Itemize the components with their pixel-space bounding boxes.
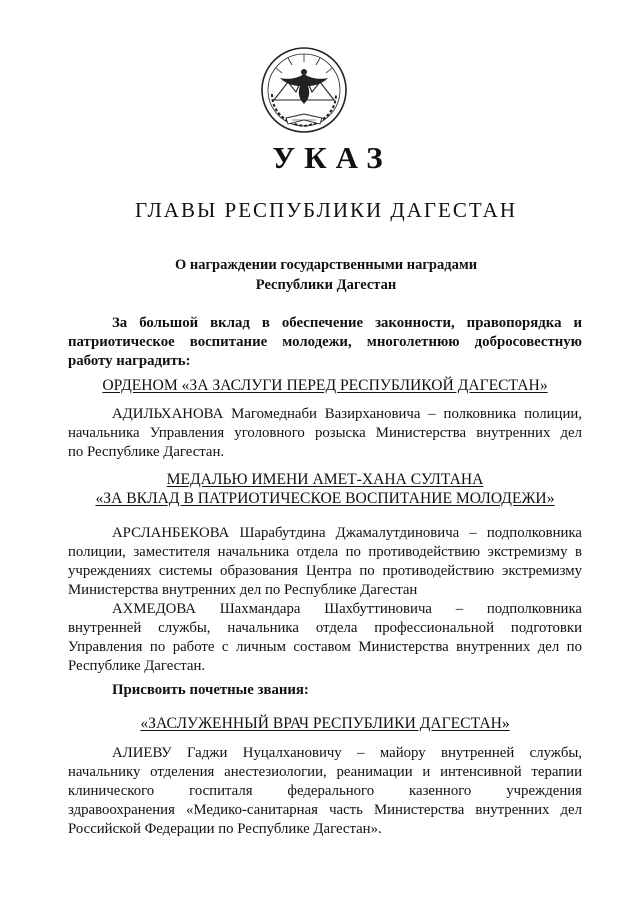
paragraph-line: патриотическое воспитание молодежи, многолетнюю добросовестную [68,334,582,350]
paragraph-line: здравоохранения «Медико-санитарная часть Министерства внутренних дел [68,802,582,818]
paragraph-line: начальника Управления уголовного розыска Министерства внутренних дел [68,425,582,441]
paragraph-line: Министерства внутренних дел по Республике Дагестан [68,582,418,598]
decree-subject-line: Республики Дагестан [255,277,397,293]
medal-heading-line: МЕДАЛЬЮ ИМЕНИ АМЕТ-ХАНА СУЛТАНА [166,471,484,488]
award-paragraph-arslanbekov [68,524,582,600]
paragraph-line: клинического госпиталя федерального казенного учреждения [68,783,582,799]
titles-intro [68,681,582,700]
medal-heading-line: «ЗА ВКЛАД В ПАТРИОТИЧЕСКОЕ ВОСПИТАНИЕ МОЛОДЕЖИ» [95,490,555,507]
paragraph-line: начальнику отделения анестезиологии, реанимации и интенсивной терапии [68,764,582,780]
paragraph-line: Республике Дагестан. [68,658,206,674]
award-paragraph-aliev [68,744,582,839]
intro-paragraph [68,314,582,371]
paragraph-line: полиции, заместителя начальника отдела по противодействию экстремизму в [68,544,582,560]
order-heading [60,376,590,395]
doctor-title-heading-text: «ЗАСЛУЖЕННЫЙ ВРАЧ РЕСПУБЛИКИ ДАГЕСТАН» [140,715,510,732]
paragraph-line: За большой вклад в обеспечение законности, правопорядка и [112,315,582,331]
decree-subject-line: О награждении государственными наградами [174,257,478,273]
paragraph-line: Присвоить почетные звания: [112,682,309,698]
paragraph-line: АРСЛАНБЕКОВА Шарабутдина Джамалутдиновича – подполковника [112,525,582,541]
paragraph-line: АДИЛЬХАНОВА Магомеднаби Вазирхановича – полковника полиции, [112,406,582,422]
medal-heading [60,470,590,508]
decree-subject [0,255,640,295]
award-paragraph-adilkhanov [68,405,582,462]
paragraph-line: учреждениях системы образования Центра по противодействию экстремизму [68,563,582,579]
paragraph-line: по Республике Дагестан. [68,444,225,460]
order-heading-text: ОРДЕНОМ «ЗА ЗАСЛУГИ ПЕРЕД РЕСПУБЛИКОЙ ДАГЕСТАН» [102,377,548,394]
page-title: УКАЗ [272,140,392,175]
paragraph-line: Управления по работе с личным составом Министерства внутренних дел по [68,639,582,655]
paragraph-line: АХМЕДОВА Шахмандара Шахбуттиновича – подполковника [112,601,582,617]
dagestan-emblem-icon [258,44,350,136]
paragraph-line: АЛИЕВУ Гаджи Нуцалхановичу – майору внутренней службы, [112,745,582,761]
paragraph-line: работу наградить: [68,353,191,369]
paragraph-line: Российской Федерации по Республике Дагестан». [68,821,382,837]
page-subtitle: ГЛАВЫ РЕСПУБЛИКИ ДАГЕСТАН [134,198,518,222]
award-paragraph-akhmedov [68,600,582,676]
doctor-title-heading [60,714,590,733]
paragraph-line: внутренней службы, начальника отдела профессиональной подготовки [68,620,582,636]
